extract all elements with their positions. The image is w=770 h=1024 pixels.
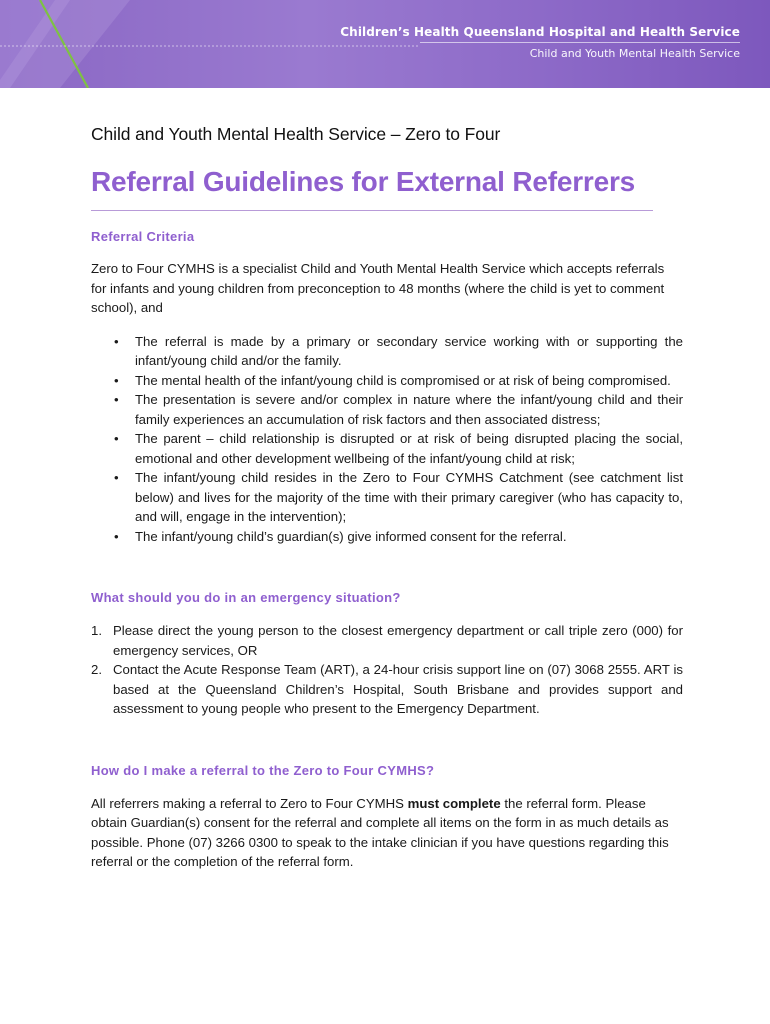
document-title: Referral Guidelines for External Referrers	[91, 166, 636, 197]
list-item: • The parent – child relationship is disrupted or at risk of being disrupted placing the social, emotional and other development wellbeing of the infant/young child at risk;	[114, 431, 683, 466]
title-divider	[91, 210, 653, 211]
bullet-icon: •	[114, 372, 119, 388]
bullet-icon: •	[114, 528, 119, 544]
service-name: Child and Youth Mental Health Service	[529, 47, 740, 60]
bullet-icon: •	[114, 431, 119, 446]
list-item: • The infant/young child’s guardian(s) give informed consent for the referral.	[114, 527, 683, 547]
org-name: Children’s Health Queensland Hospital and Health Service	[340, 25, 740, 39]
service-line: Child and Youth Mental Health Service – Zero to Four	[91, 124, 501, 144]
list-item: 1. Please direct the young person to the closest emergency department or call triple zero (000) for emergency services, OR	[91, 623, 683, 658]
bullet-icon: •	[114, 333, 119, 349]
list-item: • The presentation is severe and/or complex in nature where the infant/young child and their family experiences an accumulation of risk factors and then associated distress;	[114, 392, 683, 427]
referral-criteria-heading: Referral Criteria	[91, 229, 195, 244]
document-body	[91, 124, 681, 872]
must-complete-emphasis: must complete	[407, 795, 501, 811]
list-item: • The infant/young child resides in the Zero to Four CYMHS Catchment (see catchment list below) and lives for the majority of the time with their primary caregiver (who has capacity to, and will, engage in the intervention);	[114, 470, 683, 524]
bullet-icon: •	[114, 392, 119, 407]
list-item: • The referral is made by a primary or secondary service working with or supporting the infant/young child and/or the family.	[114, 333, 683, 368]
how-to-refer-heading: How do I make a referral to the Zero to Four CYMHS?	[91, 762, 435, 778]
banner-titles	[340, 25, 740, 60]
header-banner	[0, 0, 770, 88]
bullet-icon: •	[114, 470, 119, 485]
criteria-list	[114, 332, 683, 547]
list-number: 1.	[91, 623, 102, 638]
emergency-list	[91, 621, 683, 719]
emergency-heading: What should you do in an emergency situation?	[91, 590, 401, 605]
list-item: • The mental health of the infant/young child is compromised or at risk of being compromised.	[114, 371, 683, 391]
list-item: 2. Contact the Acute Response Team (ART), a 24-hour crisis support line on (07) 3068 2555. ART is based at the Queensland Children’s Hospital, South Brisbane and provides support and assessment to young people who present to the Emergency Department.	[91, 662, 683, 716]
referral-instructions: All referrers making a referral to Zero to Four CYMHS must complete the referral form. Please obtain Guardian(s) consent for the referral and complete all items on the form in as much details as possible. Phone (07) 3266 0300 to speak to the intake clinician if you have questions regarding this referral or the completion of the referral form.	[91, 795, 669, 869]
criteria-intro: Zero to Four CYMHS is a specialist Child and Youth Mental Health Service which accepts referrals for infants and young children from preconception to 48 months (where the child is yet to comment school), and	[91, 261, 665, 315]
list-number: 2.	[91, 662, 102, 677]
